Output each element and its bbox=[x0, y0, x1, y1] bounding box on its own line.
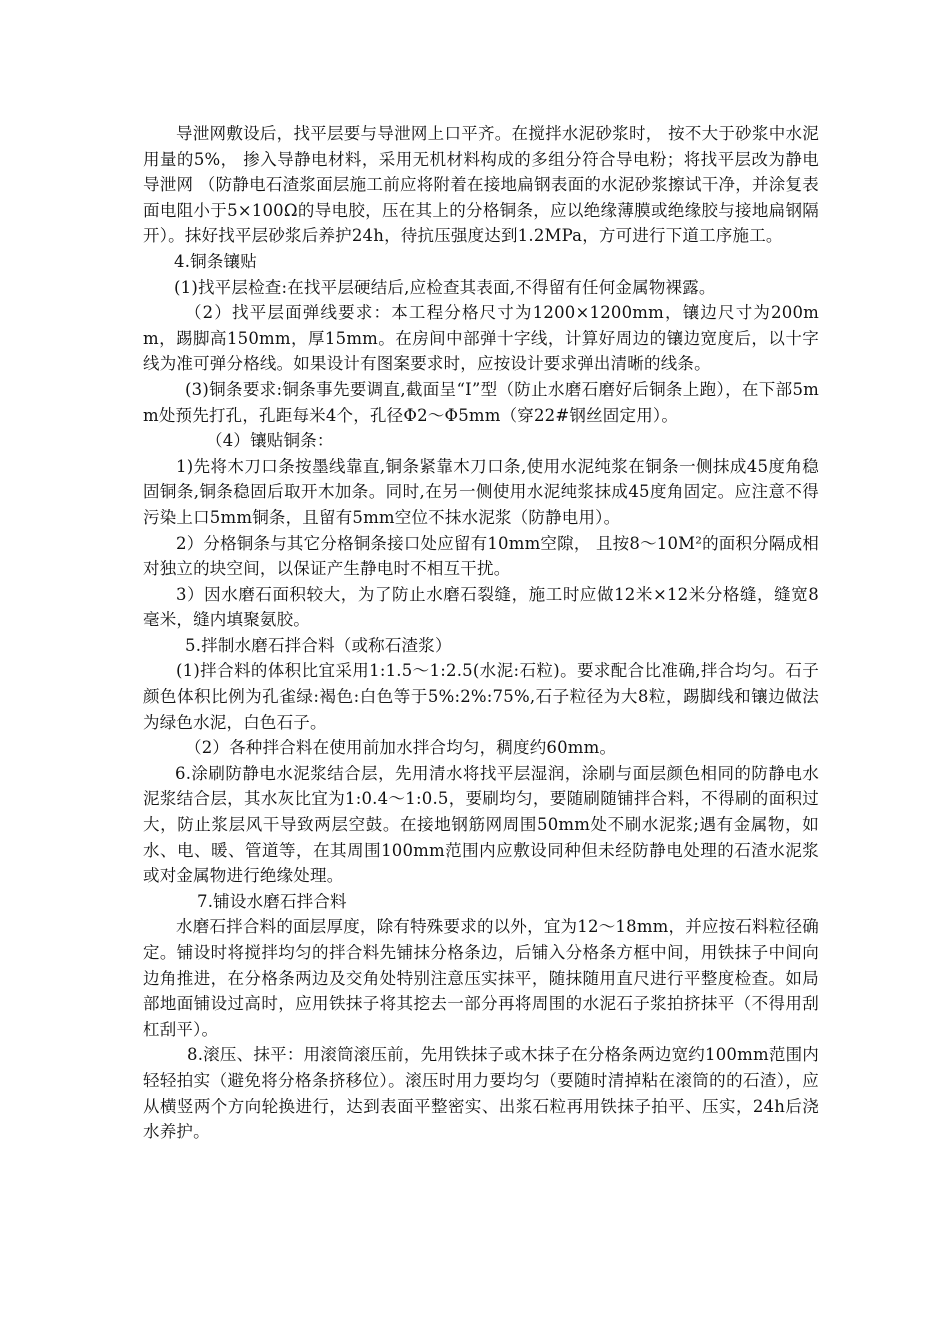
paragraph-leveling-check: (1)找平层检查:在找平层硬结后,应检查其表面,不得留有任何金属物裸露。 bbox=[174, 277, 716, 297]
paragraph-line-marking: （2）找平层面弹线要求：本工程分格尺寸为1200×1200mm，镶边尺寸为200mm，踢脚高150mm，厚15mm。在房间中部弹十字线，计算好周边的镶边宽度后，以十字线为准可弹分格线。如果设计有图案要求时，应按设计要求弹出清晰的线条。 bbox=[143, 303, 819, 374]
paragraph-rolling-smoothing: 8.滚压、抹平：用滚筒滚压前，先用铁抹子或木抹子在分格条两边宽约100mm范围内轻轻拍实（避免将分格条挤移位）。滚压时用力要均匀（要随时清掉粘在滚筒的的石渣），应从横竖两个方向轮换进行，达到表面平整密实、出浆石粒再用铁抹子拍平、压实，24h后浇水养护。 bbox=[143, 1045, 819, 1142]
heading-lay-terrazzo: 7.铺设水磨石拌合料 bbox=[197, 891, 347, 911]
heading-mix-terrazzo: 5.拌制水磨石拌合料（或称石渣浆） bbox=[185, 635, 452, 655]
paragraph-inlay-copper: （4）镶贴铜条： bbox=[206, 431, 334, 451]
paragraph-mix-ratio: (1)拌合料的体积比宜采用1:1.5～1:2.5(水泥:石粒)。要求配合比准确,拌合均匀。石子颜色体积比例为孔雀绿:褐色:白色等于5%:2%:75%,石子粒径为大8粒，踢脚线和镶边做法为绿色水泥，白色石子。 bbox=[143, 661, 819, 732]
heading-copper-strip-inlay: 4.铜条镶贴 bbox=[174, 251, 257, 271]
paragraph-step-3: 3）因水磨石面积较大，为了防止水磨石裂缝，施工时应做12米×12米分格缝，缝宽8毫米，缝内填聚氨胶。 bbox=[143, 584, 819, 630]
paragraph-guide-net: 导泄网敷设后，找平层要与导泄网上口平齐。在搅拌水泥砂浆时， 按不大于砂浆中水泥用量的5%， 掺入导静电材料，采用无机材料构成的多组分符合导电粉；将找平层改为静电导泄网 （防静电石渣浆面层施工前应将附着在接地扁钢表面的水泥砂浆擦试干净，并涂复表面电阻小于5×100Ω的导电胶，压在其上的分格铜条，应以绝缘薄膜或绝缘胶与接地扁钢隔开）。抹好找平层砂浆后养护24h，待抗压强度达到1.2MPa，方可进行下道工序施工。 bbox=[143, 124, 819, 246]
paragraph-copper-requirements: (3)铜条要求:铜条事先要调直,截面呈“I”型（防止水磨石磨好后铜条上跑），在下部5mm处预先打孔，孔距每米4个，孔径Φ2～Φ5mm（穿22#钢丝固定用）。 bbox=[143, 379, 819, 425]
paragraph-mix-consistency: （2）各种拌合料在使用前加水拌合均匀，稠度约60mm。 bbox=[185, 738, 617, 758]
paragraph-step-1: 1)先将木刀口条按墨线靠直,铜条紧靠木刀口条,使用水泥纯浆在铜条一侧抹成45度角稳固铜条,铜条稳固后取开木加条。同时,在另一侧使用水泥纯浆抹成45度角固定。应注意不得污染上口5mm铜条，且留有5mm空位不抹水泥浆（防静电用）。 bbox=[143, 456, 819, 527]
paragraph-step-2: 2）分格铜条与其它分格铜条接口处应留有10mm空隙， 且按8～10M²的面积分隔成相对独立的块空间，以保证产生静电时不相互干扰。 bbox=[143, 533, 819, 579]
document-body bbox=[143, 121, 819, 1145]
paragraph-bonding-layer: 6.涂刷防静电水泥浆结合层，先用清水将找平层湿润，涂刷与面层颜色相同的防静电水泥浆结合层，其水灰比宜为1:0.4～1:0.5，要刷均匀，要随刷随铺拌合料，不得刷的面积过大，防止浆层风干导致两层空鼓。在接地钢筋网周围50mm处不刷水泥浆;遇有金属物，如水、电、暖、管道等，在其周围100mm范围内应敷设同种但未经防静电处理的石渣水泥浆或对金属物进行绝缘处理。 bbox=[143, 763, 819, 886]
paragraph-lay-terrazzo: 水磨石拌合料的面层厚度，除有特殊要求的以外，宜为12～18mm，并应按石料粒径确定。铺设时将搅拌均匀的拌合料先铺抹分格条边，后铺入分格条方框中间，用铁抹子中间向边角推进，在分格条两边及交角处特别注意压实抹平，随抹随用直尺进行平整度检查。如局部地面铺设过高时，应用铁抹子将其挖去一部分再将周围的水泥石子浆拍挤抹平（不得用刮杠刮平）。 bbox=[143, 917, 819, 1039]
